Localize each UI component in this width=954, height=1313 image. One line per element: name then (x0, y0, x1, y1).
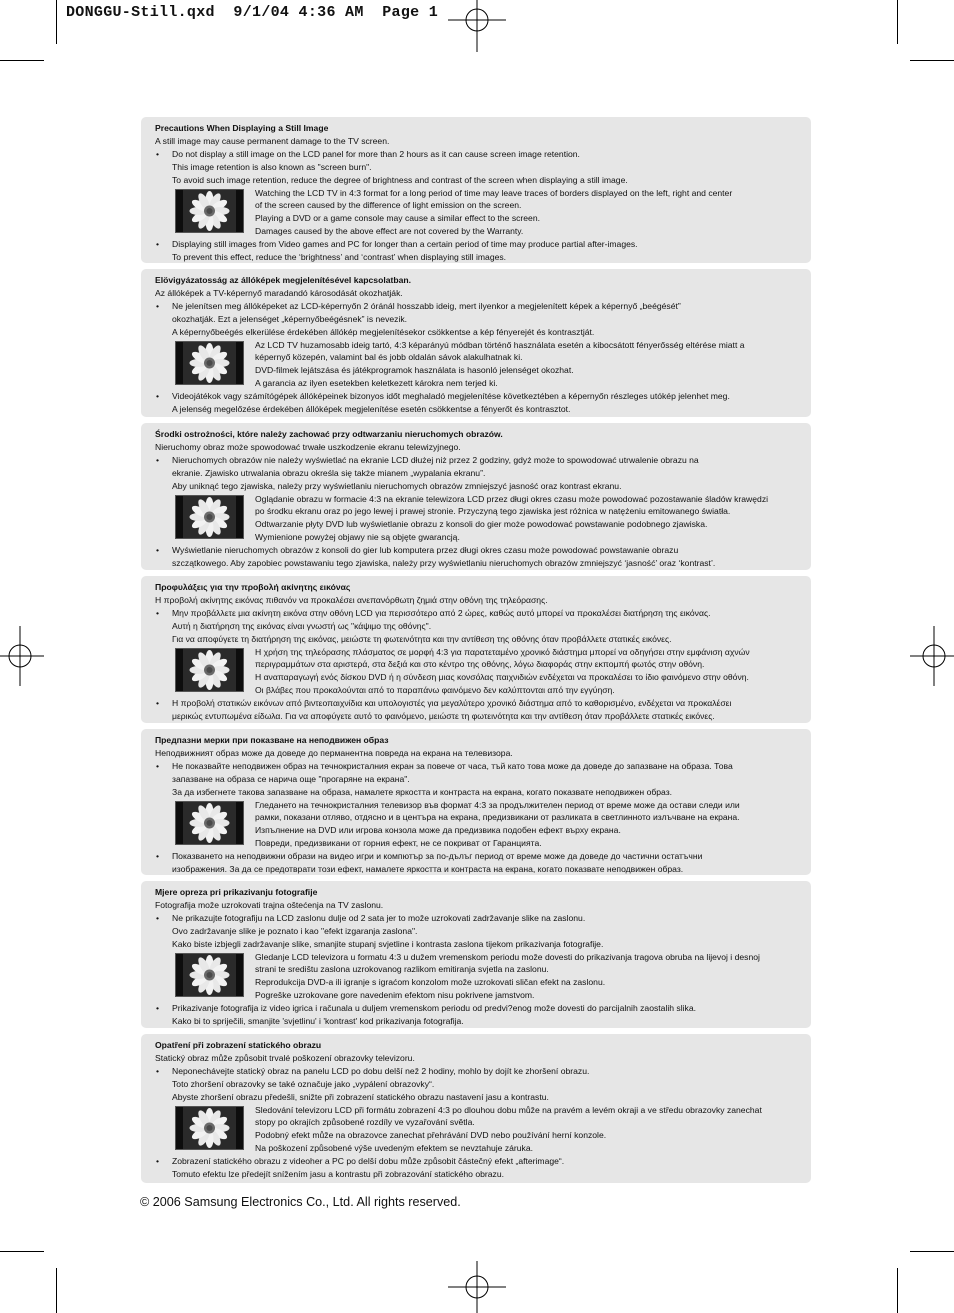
text-line: of the screen caused by the difference of light emission on the screen. (255, 200, 522, 211)
text-line: Az LCD TV huzamosabb ideig tartó, 4:3 képarányú módban történő használata esetén a kibocsátott fényerősség eltérése miatt a (255, 339, 745, 350)
text-line: изображения. За да се предотврати този ефект, намалете яркостта и контраста на екрана, когато показвате неподвижен образ. (172, 864, 684, 875)
bullet-item-with-image (155, 799, 801, 851)
text-line: запазване на образа се нарича още "прогаряне на екрана". (172, 773, 410, 784)
precaution-panel-3 (141, 423, 811, 570)
text-line: • Do not display a still image on the LCD panel for more than 2 hours as it can cause screen image retention. (172, 148, 580, 159)
bullet-item (155, 300, 801, 339)
panel-title: Elövigyázatosság az állóképek megjelenítésével kapcsolatban. (155, 275, 412, 285)
text-line: περιγραμμάτων στα αριστερά, στα δεξιά και στο κέντρο της οθόνης, λόγω διαφοράς στην εκπομπή φωτός στην οθόνη. (255, 659, 705, 670)
text-line: Kako biste izbjegli zadržavanje slike, smanjite stupanj svjetline i kontrasta zaslona tijekom prikazivanja fotografije. (172, 938, 604, 949)
precaution-panel-1 (141, 117, 811, 263)
flower-image-icon (175, 801, 244, 845)
text-line: To avoid such image retention, reduce the degree of brightness and contrast of the screen when displaying a still image. (172, 174, 628, 185)
bullet-item (155, 760, 801, 799)
text-line: Oglądanie obrazu w formacie 4:3 na ekranie telewizora LCD przez długi okres czasu może powodować pozostawanie śladów krawędzi (255, 493, 769, 504)
text-line: okozhatják. Ezt a jelenséget „képernyőbeégésnek” is nevezik. (172, 313, 408, 324)
panel-title: Προφυλάξεις για την προβολή ακίνητης εικόνας (155, 582, 351, 592)
text-line: Tomuto efektu lze předejít snížením jasu a kontrastu při zobrazování statického obrazu. (172, 1169, 504, 1180)
precaution-panel-4 (141, 576, 811, 723)
copyright-notice: © 2006 Samsung Electronics Co., Ltd. All rights reserved. (140, 1195, 461, 1209)
text-line: Η χρήση της τηλεόρασης πλάσματος σε μορφή 4:3 για παρατεταμένο χρονικό διάστημα μπορεί να οδηγήσει στην εμφάνιση αχνών (255, 646, 750, 657)
text-line: • Zobrazení statického obrazu z videoher a PC po delší dobu může způsobit částečný efekt „afterimage“. (172, 1156, 565, 1167)
bullet-item (155, 697, 801, 723)
bullet-item (155, 454, 801, 493)
text-line: Ovo zadržavanje slike je poznato i kao "efekt izgaranja zaslona". (172, 925, 418, 936)
bullet-item (155, 238, 801, 263)
text-line: Гледането на течнокристалния телевизор във формат 4:3 за продължителен период от време може да остави следи или (255, 799, 740, 810)
text-line: Повреди, предизвикани от горния ефект, не се покриват от Гаранцията. (255, 838, 542, 849)
text-line: • Displaying still images from Video games and PC for longer than a certain period of time may produce partial after-images. (172, 239, 638, 250)
text-line: To prevent this effect, reduce the ‘brightness’ and ‘contrast’ when displaying still images. (172, 252, 507, 263)
text-line: Watching the LCD TV in 4:3 format for a long period of time may leave traces of borders displayed on the left, right and center (255, 187, 733, 198)
registration-mark-right (910, 626, 954, 686)
panel-title: Opatření při zobrazení statického obrazu (155, 1040, 322, 1050)
panel-title: Предпазни мерки при показване на неподвижен образ (155, 735, 389, 745)
text-line: • Nieruchomych obrazów nie należy wyświetlać na ekranie LCD dłużej niż przez 2 godziny, gdyż może to spowodować utrwalenie obrazu na (172, 454, 699, 465)
panel-intro: Statický obraz může způsobit trvalé poškození obrazovky televizoru. (155, 1052, 415, 1063)
flower-image-icon (175, 1106, 244, 1150)
panel-title: Precautions When Displaying a Still Image (155, 123, 329, 133)
text-line: • Neponechávejte statický obraz na panelu LCD po dobu delší než 2 hodiny, mohlo by dojít ke zhoršení obrazu. (172, 1065, 590, 1076)
text-line: Aby uniknąć tego zjawiska, należy przy wyświetlaniu nieruchomych obrazów zmniejszyć jasność oraz kontrast ekranu. (172, 480, 622, 491)
bullet-item-with-image (155, 951, 801, 1003)
text-line: Playing a DVD or a game console may cause a similar effect to the screen. (255, 213, 541, 224)
bullet-item (155, 390, 801, 416)
flower-image-icon (175, 341, 244, 385)
text-line: Изпълнение на DVD или игрова конзола може да предизвика подобен ефект върху екрана. (255, 825, 621, 836)
text-line: • Не показвайте неподвижен образ на течнокристалния екран за повече от часа, тъй като това може да доведе до запазване на образа. Това (172, 760, 733, 771)
bullet-item (155, 1065, 801, 1104)
bullet-item-with-image (155, 493, 801, 545)
panel-intro: Nieruchomy obraz może spowodować trwałe uszkodzenie ekranu telewizyjnego. (155, 441, 461, 452)
registration-mark-bottom (448, 1261, 506, 1313)
text-line: • Prikazivanje fotografija iz video igrica i računala u duljem vremenskom periodu od predvi?enog može dovesti do parcijalnih zaostalih slika. (172, 1003, 697, 1014)
flower-image-icon (175, 495, 244, 539)
text-line: Abyste zhoršení obrazu předešli, snižte při zobrazení statického obrazu nastavení jasu a kontrastu. (172, 1091, 549, 1102)
text-line: • Показването на неподвижни образи на видео игри и компютър за по-дълъг период от време може да доведе до частични остатъчни (172, 851, 703, 862)
precaution-panel-6 (141, 881, 811, 1028)
text-line: рамки, показани отляво, отдясно и в центъра на екрана, предизвикани от разликата в светлинното излъчване на екрана. (255, 812, 740, 823)
text-line: ekranie. Zjawisko utrwalania obrazu określa się także mianem „wypalania ekranu”. (172, 467, 486, 478)
text-line: За да избегнете такова запазване на образа, намалете яркостта и контраста на екрана, когато показвате неподвижен образ. (172, 786, 673, 797)
text-line: DVD-filmek lejátszása és játékprogramok használata is hasonló jelenséget okozhat. (255, 365, 574, 376)
text-line: stopy po okrajích způsobené rozdíly ve vyzařování světla. (255, 1117, 475, 1128)
text-line: Sledování televizoru LCD při formátu zobrazení 4:3 po dlouhou dobu může na pravém a levém okraji a ve středu obrazovky zanechat (255, 1104, 762, 1115)
text-line: Pogreške uzrokovane gore navedenim efektom nisu pokrivene jamstvom. (255, 990, 535, 1001)
text-line: • Ne jelenítsen meg állóképeket az LCD-képernyőn 2 óránál hosszabb ideig, mert ilyenkor a megjelenített képek a képernyő „beégését” (172, 300, 681, 311)
text-line: Odtwarzanie płyty DVD lub wyświetlanie obrazu z konsoli do gier może powodować powstawanie podobnego zjawiska. (255, 519, 708, 530)
text-line: Για να αποφύγετε τη διατήρηση της εικόνας, μειώστε τη φωτεινότητα και την αντίθεση της οθόνης όταν προβάλλετε στατικές εικόνες. (172, 633, 672, 644)
panel-intro: Неподвижният образ може да доведе до перманентна повреда на екрана на телевизора. (155, 747, 513, 758)
text-line: • Η προβολή στατικών εικόνων από βιντεοπαιχνίδια και υπολογιστές για μεγαλύτερο χρονικό διάστημα από το καθορισμένο, ενδέχεται να προκαλέσει (172, 698, 732, 709)
panel-intro: Η προβολή ακίνητης εικόνας πιθανόν να προκαλέσει ανεπανόρθωτη ζημιά στην οθόνη της τηλεόρασης. (155, 594, 548, 605)
text-line: • Ne prikazujte fotografiju na LCD zaslonu dulje od 2 sata jer to može uzrokovati zadržavanje slike na zaslonu. (172, 912, 586, 923)
bullet-item (155, 912, 801, 951)
flower-image-icon (175, 189, 244, 233)
text-line: Na poškození způsobené výše uvedeným efektem se nevztahuje záruka. (255, 1143, 534, 1154)
text-line: Kako bi to spriječili, smanjite 'svjetlinu' i 'kontrast' kod prikazivanja fotografija. (172, 1016, 464, 1027)
panel-intro: Fotografija može uzrokovati trajna oštećenja na TV zaslonu. (155, 899, 384, 910)
text-line: po środku ekranu oraz po jego lewej i prawej stronie. Przyczyną tego zjawiska jest różnica w natężeniu emitowanego światła. (255, 506, 731, 517)
bullet-item (155, 544, 801, 570)
registration-mark-top (448, 0, 506, 52)
text-line: Damages caused by the above effect are not covered by the Warranty. (255, 226, 524, 237)
registration-mark-left (0, 626, 44, 686)
precaution-panel-2 (141, 269, 811, 417)
text-line: strani te središtu zaslona uzrokovanog razlikom emitiranja svjetla na zaslonu. (255, 964, 549, 975)
bullet-item (155, 1002, 801, 1028)
text-line: Wymienione powyżej objawy nie są objęte gwarancją. (255, 532, 460, 543)
panel-intro: A still image may cause permanent damage to the TV screen. (155, 135, 390, 146)
file-slug: DONGGU-Still.qxd 9/1/04 4:36 AM Page 1 (66, 4, 439, 21)
text-line: A képernyőbeégés elkerülése érdekében állókép megjelenítésekor csökkentse a kép fényerejét és kontrasztját. (172, 326, 595, 337)
flower-image-icon (175, 648, 244, 692)
bullet-item (155, 607, 801, 646)
bullet-item-with-image (155, 1104, 801, 1156)
bullet-item-with-image (155, 187, 801, 239)
bullet-item-with-image (155, 646, 801, 698)
text-line: Οι βλάβες που προκαλούνται από το παραπάνω φαινόμενο δεν καλύπτονται από την εγγύηση. (255, 685, 615, 696)
panel-intro: Az állóképek a TV-képernyő maradandó károsodását okozhatják. (155, 287, 403, 298)
text-line: szczątkowego. Aby zapobiec powstawaniu tego zjawiska, należy przy wyświetlaniu nieruchomych obrazów zmniejszyć ‘jasność’ oraz ‘kontrast’. (172, 558, 716, 569)
text-line: Η αναπαραγωγή ενός δίσκου DVD ή η σύνδεση μιας κονσόλας παιχνιδιών ενδέχεται να προκαλέσει το ίδιο φαινόμενο στην οθόνη. (255, 672, 749, 683)
text-line: Toto zhoršení obrazovky se také označuje jako „vypálení obrazovky“. (172, 1078, 435, 1089)
panel-title: Mjere opreza pri prikazivanju fotografije (155, 887, 318, 897)
text-line: • Wyświetlanie nieruchomych obrazów z konsoli do gier lub komputera przez długi okres czasu może powodować powstawanie obrazu (172, 545, 679, 556)
text-line: A jelenség megelőzése érdekében állóképek megjelenítése esetén csökkentse a fényerőt és kontrasztot. (172, 404, 571, 415)
text-line: Gledanje LCD televizora u formatu 4:3 u dužem vremenskom periodu može dovesti do prikazivanja tragova obruba na lijevoj i desnoj (255, 951, 760, 962)
text-line: Podobný efekt může na obrazovce zanechat přehrávání DVD nebo používání herní konzole. (255, 1130, 607, 1141)
panel-title: Środki ostrożności, które należy zachować przy odtwarzaniu nieruchomych obrazów. (155, 429, 503, 439)
text-line: A garancia az ilyen esetekben keletkezett károkra nem terjed ki. (255, 378, 498, 389)
text-line: • Μην προβάλλετε μια ακίνητη εικόνα στην οθόνη LCD για περισσότερο από 2 ώρες, καθώς αυτό μπορεί να προκαλέσει διατήρηση της εικόνας. (172, 607, 711, 618)
text-line: This image retention is also known as "screen burn". (172, 161, 372, 172)
precaution-panel-5 (141, 729, 811, 875)
flower-image-icon (175, 953, 244, 997)
bullet-item-with-image (155, 339, 801, 391)
text-line: • Videojátékok vagy számítógépek állóképeinek bizonyos időt meghaladó megjelenítése következtében a képernyőn részleges utókép jelenhet meg. (172, 391, 730, 402)
precaution-panel-7 (141, 1034, 811, 1183)
bullet-item (155, 850, 801, 875)
bullet-item (155, 148, 801, 187)
text-line: Reprodukcija DVD-a ili igranje s igraćom konzolom može uzrokovati sličan efekt na zaslonu. (255, 977, 606, 988)
bullet-item (155, 1155, 801, 1181)
text-line: képernyő közepén, valamint bal és jobb oldalán sávok alakulhatnak ki. (255, 352, 523, 363)
text-line: Αυτή η διατήρηση της εικόνας είναι γνωστή ως "κάψιμο της οθόνης". (172, 620, 432, 631)
text-line: μερικώς εντυπωμένα είδωλα. Για να αποφύγετε αυτό το φαινόμενο, μειώστε τη φωτεινότητα και την αντίθεση όταν προβάλλετε στατικές εικόνες. (172, 711, 715, 722)
